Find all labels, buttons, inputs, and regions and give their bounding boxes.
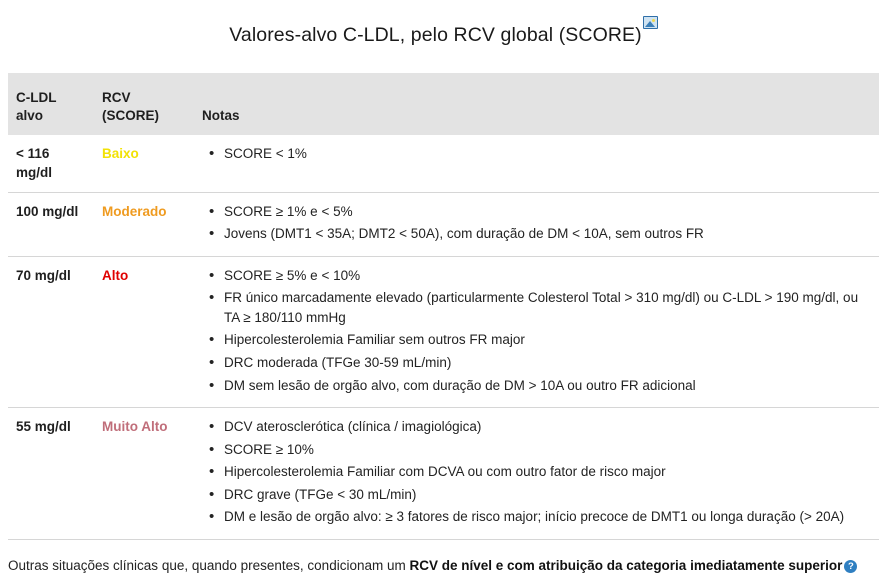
list-item: • Hipercolesterolemia Familiar com DCVA ou com outro fator de risco major: [224, 462, 871, 485]
table-row: [8, 408, 879, 540]
table-row: [8, 256, 879, 407]
footer-text-bold: RCV de nível e com atribuição da categoria imediatamente superior: [409, 557, 843, 573]
cell-risk: Muito Alto: [94, 408, 194, 540]
notes-list: [202, 266, 871, 398]
cell-target: < 116 mg/dl: [8, 135, 94, 193]
cell-risk: Alto: [94, 256, 194, 407]
cell-risk: Moderado: [94, 192, 194, 256]
list-item: • SCORE ≥ 5% e < 10%: [224, 266, 871, 289]
notes-list: [202, 144, 871, 167]
image-icon[interactable]: [643, 16, 658, 29]
cell-target: 100 mg/dl: [8, 192, 94, 256]
list-item: • DCV aterosclerótica (clínica / imagiológica): [224, 417, 871, 440]
footer-note: [8, 556, 879, 577]
table-row: [8, 192, 879, 256]
column-header-risk-line2: (SCORE): [102, 107, 159, 123]
cell-notes: [194, 192, 879, 256]
list-item: • DM sem lesão de orgão alvo, com duração de DM > 10A ou outro FR adicional: [224, 376, 871, 399]
cell-notes: [194, 135, 879, 193]
notes-list: [202, 417, 871, 530]
cell-notes: [194, 408, 879, 540]
column-header-risk-line1: RCV: [102, 90, 131, 106]
list-item: • SCORE ≥ 10%: [224, 440, 871, 463]
notes-list: [202, 202, 871, 247]
list-item: • DM e lesão de orgão alvo: ≥ 3 fatores de risco major; início precoce de DMT1 ou longa duração (> 20A): [224, 507, 871, 530]
cell-target: 70 mg/dl: [8, 256, 94, 407]
footer-text-before: Outras situações clínicas que, quando presentes, condicionam um: [8, 557, 410, 573]
list-item: • DRC moderada (TFGe 30-59 mL/min): [224, 353, 871, 376]
list-item: • FR único marcadamente elevado (particularmente Colesterol Total > 310 mg/dl) ou C-LDL > 190 mg/dl, ou TA ≥ 180/110 mmHg: [224, 288, 871, 330]
list-item: • Hipercolesterolemia Familiar sem outros FR major: [224, 330, 871, 353]
list-item: • DRC grave (TFGe < 30 mL/min): [224, 485, 871, 508]
table-body: [8, 135, 879, 540]
page-title-text: Valores-alvo C-LDL, pelo RCV global (SCORE): [229, 24, 642, 47]
column-header-notes: Notas: [194, 73, 879, 135]
list-item: • Jovens (DMT1 < 35A; DMT2 < 50A), com duração de DM < 10A, sem outros FR: [224, 224, 871, 247]
column-header-risk: [94, 73, 194, 135]
table-header-row: [8, 73, 879, 135]
page-title-row: [0, 0, 887, 73]
help-icon[interactable]: ?: [844, 560, 857, 573]
list-item: • SCORE ≥ 1% e < 5%: [224, 202, 871, 225]
ldl-targets-table: [8, 73, 879, 540]
page-title: [229, 23, 658, 47]
list-item: • SCORE < 1%: [224, 144, 871, 167]
table-row: [8, 135, 879, 193]
cell-risk: Baixo: [94, 135, 194, 193]
column-header-target: C-LDL alvo: [8, 73, 94, 135]
cell-notes: [194, 256, 879, 407]
cell-target: 55 mg/dl: [8, 408, 94, 540]
table-header: [8, 73, 879, 135]
